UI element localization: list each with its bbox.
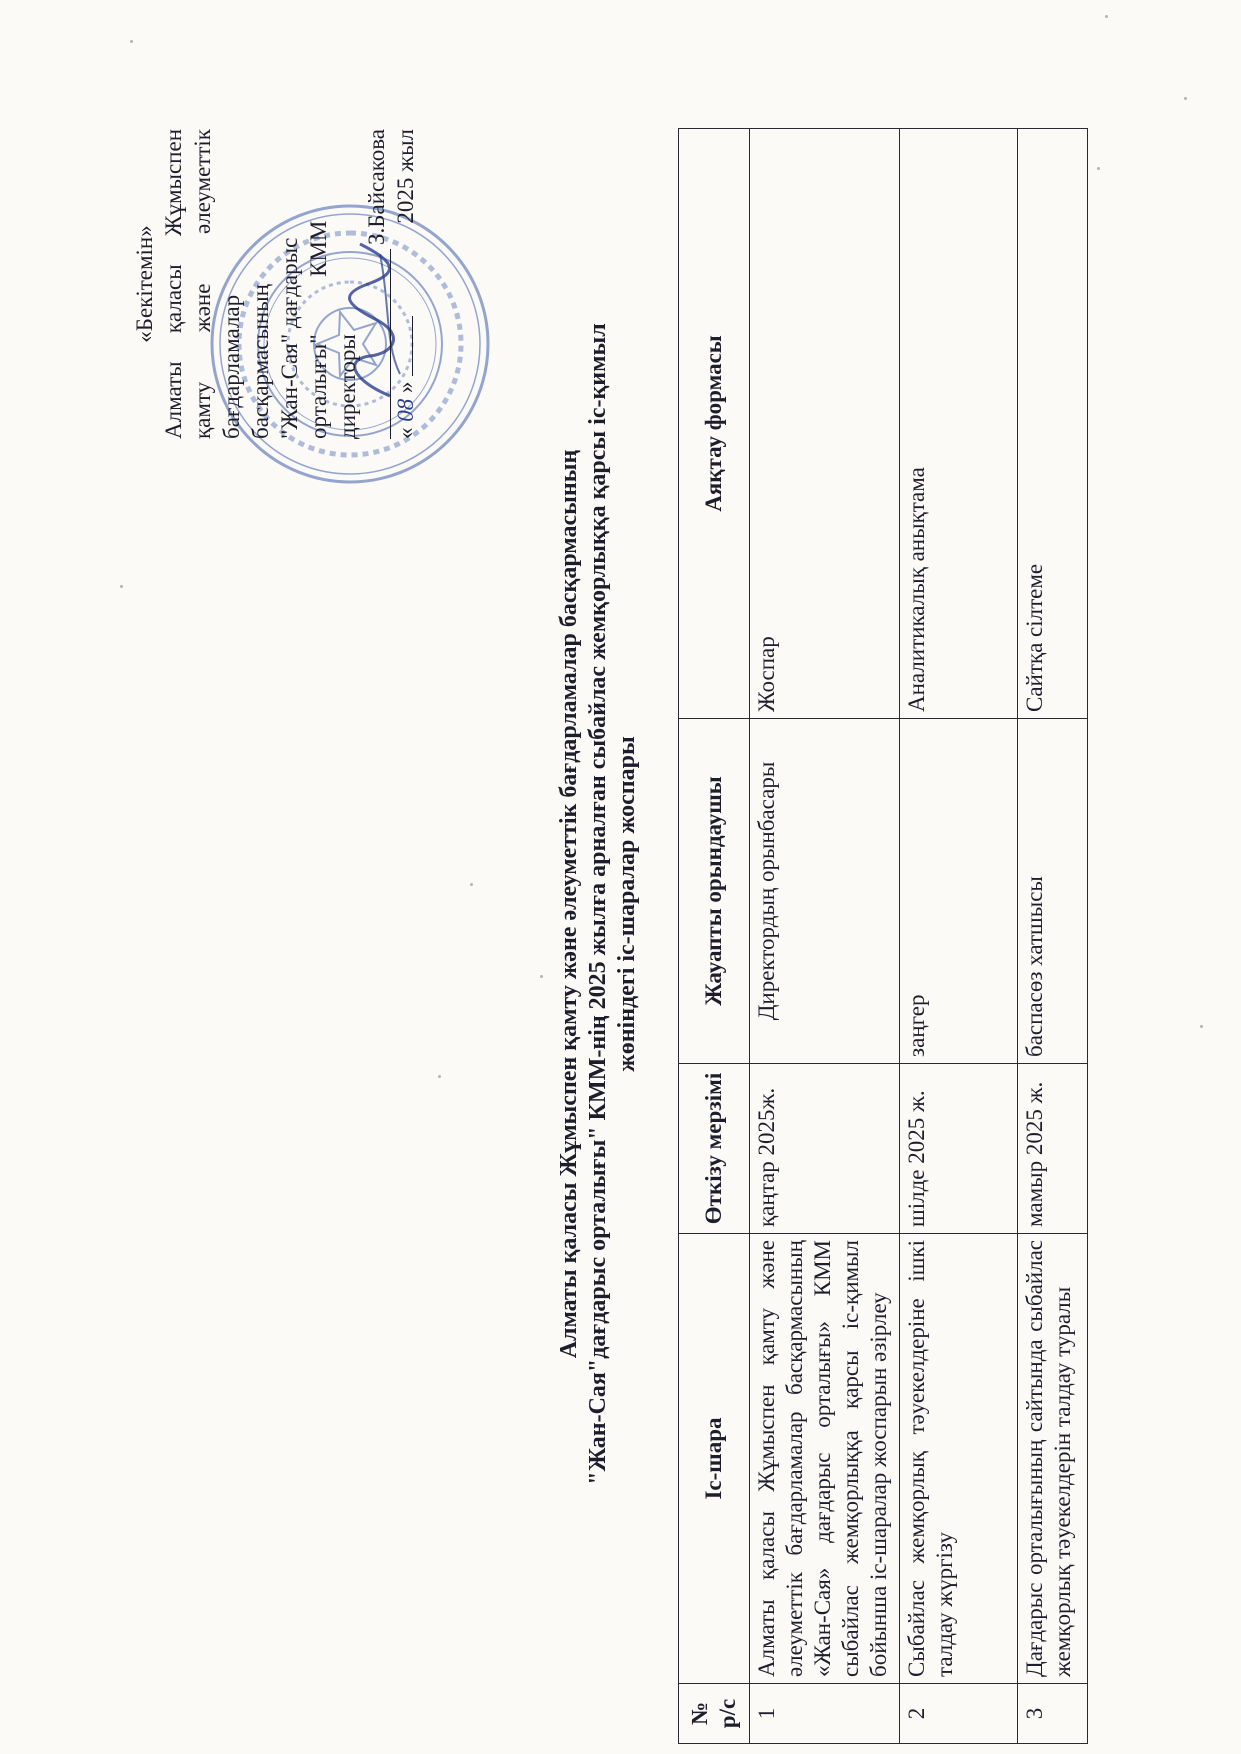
table-header-row xyxy=(679,129,750,1744)
date-close-quote: » xyxy=(393,381,418,393)
cell-event: Сыбайлас жемқорлық тәуекелдеріне ішкі талдау жүргізу xyxy=(900,1234,1018,1684)
title-line: жөніндегі іс-шаралар жоспары xyxy=(614,736,640,1072)
header-event: Іс-шара xyxy=(679,1234,750,1684)
title-line: Алматы қаласы Жұмыспен қамту және әлеуметтік бағдарламалар басқармасының xyxy=(556,449,582,1359)
cell-responsible: баспасөз хатшысы xyxy=(1018,719,1088,1064)
approval-heading: «Бекітемін» xyxy=(132,225,157,343)
cell-event: Алматы қаласы Жұмыспен қамту және әлеуметтік бағдарламалар басқармасының «Жан-Сая» дағдарыс орталығы» КММ сыбайлас жемқорлыққа қарсы іс-қимыл бойынша іс-шаралар жоспарын әзірлеу xyxy=(750,1234,900,1684)
table-row xyxy=(900,129,1018,1744)
cell-form: Аналитикалық анықтама xyxy=(900,129,1018,719)
title-line: "Жан-Сая"дағдарыс орталығы" КММ-нің 2025 жылға арналған сыбайлас жемқорлыққа қарсы іс-қимыл xyxy=(585,323,611,1485)
approval-block xyxy=(130,129,420,439)
cell-num: 2 xyxy=(900,1684,1018,1744)
document-title xyxy=(555,194,642,1614)
table-row xyxy=(1018,129,1088,1744)
table-row xyxy=(750,129,900,1744)
header-form: Аяқтау формасы xyxy=(679,129,750,719)
approval-line: орталығы" КММ xyxy=(306,220,331,439)
plan-table xyxy=(678,128,1088,1744)
signature-name: З.Байсакова xyxy=(364,129,389,245)
approval-line: қамту және әлеуметтік xyxy=(190,129,215,439)
date-open-quote: « xyxy=(393,427,418,439)
cell-date: шілде 2025 ж. xyxy=(900,1064,1018,1234)
header-date: Өткізу мерзімі xyxy=(679,1064,750,1234)
cell-event: Дағдарыс орталығының сайтында сыбайлас жемқорлық тәуекелдерін талдау туралы xyxy=(1018,1234,1088,1684)
cell-responsible: заңгер xyxy=(900,719,1018,1064)
header-responsible: Жауапты орындаушы xyxy=(679,719,750,1064)
approval-line: Алматы қаласы Жұмыспен xyxy=(161,129,186,439)
approval-line: басқармасының xyxy=(248,284,273,439)
cell-form: Сайтқа сілтеме xyxy=(1018,129,1088,719)
cell-form: Жоспар xyxy=(750,129,900,719)
approval-line: директоры xyxy=(335,334,360,439)
approval-line: "Жан-Сая" дағдарыс xyxy=(277,237,302,439)
cell-date: қаңтар 2025ж. xyxy=(750,1064,900,1234)
cell-num: 1 xyxy=(750,1684,900,1744)
date-year: 2025 жыл xyxy=(393,129,418,224)
signature-row xyxy=(362,129,391,439)
date-day: 08 xyxy=(393,398,418,422)
approval-line: бағдарламалар xyxy=(219,294,244,439)
approval-date xyxy=(391,129,420,439)
cell-num: 3 xyxy=(1018,1684,1088,1744)
header-num: № р/с xyxy=(679,1684,750,1744)
cell-responsible: Директордың орынбасары xyxy=(750,719,900,1064)
cell-date: мамыр 2025 ж. xyxy=(1018,1064,1088,1234)
